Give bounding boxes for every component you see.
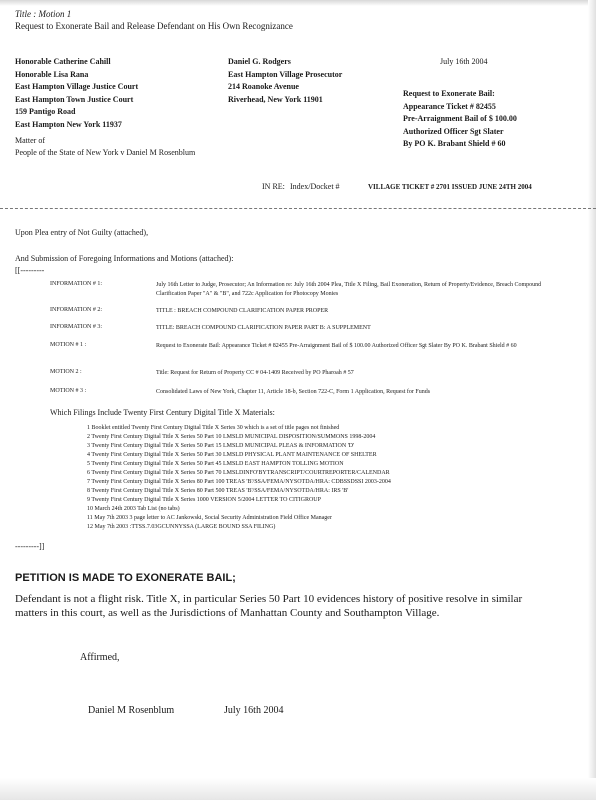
submission-text: And Submission of Foregoing Informations and Motions (attached): xyxy=(15,254,234,263)
attachment-item: 10 March 24th 2003 Tab List (no tabs) xyxy=(87,506,180,512)
filing-description: July 16th Letter to Judge, Prosecutor; An Information re: July 16th 2004 Plea, Title X Filing, Bail Exoneration, Return of Property/Evidence, Breach Compound Clarification Paper "A" & "B", and 722c Application for Photocopy Monies xyxy=(156,282,542,297)
filing-label: INFORMATION # 3: xyxy=(50,324,103,330)
scan-shadow-right xyxy=(588,0,596,800)
prosecutor-block xyxy=(228,56,342,106)
attachment-item: 2 Twenty First Century Digital Title X Series 50 Part 10 LMSLD MUNICIPAL DISPOSITION/SUMMONS 1998-2004 xyxy=(87,434,376,440)
prosecutor-line: 214 Roanoke Avenue xyxy=(228,82,299,92)
attachment-item: 12 May 7th 2003 :TTSS.7.03GCUNNYSSA (LARGE BOUND SSA FILING) xyxy=(87,524,276,530)
signature-name: Daniel M Rosenblum xyxy=(88,705,175,716)
prosecutor-line: Daniel G. Rodgers xyxy=(228,57,291,66)
recipients-block xyxy=(15,56,138,132)
in-re-label: IN RE: xyxy=(262,182,285,191)
filing-description: Title: Request for Return of Property CC # 04-1409 Received by PO Pharoah # 57 xyxy=(156,370,354,376)
request-line: Pre-Arraignment Bail of $ 100.00 xyxy=(403,114,517,124)
affirmed-text: Affirmed, xyxy=(80,652,120,663)
request-line: Authorized Officer Sgt Slater xyxy=(403,126,504,136)
attachment-item: 11 May 7th 2003 3 page letter to AC Jankowski, Social Security Administration Field Office Manager xyxy=(87,515,332,521)
filings-heading: Which Filings Include Twenty First Century Digital Title X Materials: xyxy=(50,408,275,417)
recipient-line: Honorable Lisa Rana xyxy=(15,69,89,79)
request-line: Request to Exonerate Bail: xyxy=(403,89,495,98)
filing-label: INFORMATION # 2: xyxy=(50,307,103,313)
recipient-line: Honorable Catherine Cahill xyxy=(15,57,111,66)
filing-label: MOTION # 3 : xyxy=(50,388,87,394)
recipient-line: East Hampton Town Justice Court xyxy=(15,94,134,104)
recipient-line: East Hampton Village Justice Court xyxy=(15,82,139,92)
village-ticket: VILLAGE TICKET # 2701 ISSUED JUNE 24TH 2004 xyxy=(368,183,532,191)
recipient-line: East Hampton New York 11937 xyxy=(15,119,122,129)
document-title-label: Title : Motion 1 xyxy=(15,9,72,19)
plea-text: Upon Plea entry of Not Guilty (attached), xyxy=(15,228,149,237)
bracket-close: ---------]] xyxy=(15,542,45,551)
attachment-item: 1 Booklet entitled Twenty First Century Digital Title X Series 30 which is a set of title pages not finished xyxy=(87,425,340,431)
attachment-item: 8 Twenty First Century Digital Title X Series 80 Part 500 TREAS 'B'/SSA/FEMA/NYSOTDA/HRA: IRS 'B' xyxy=(87,488,349,494)
scan-shadow-bottom xyxy=(0,778,596,800)
attachments-list xyxy=(87,424,391,532)
filing-label: MOTION 2 : xyxy=(50,369,82,375)
attachment-item: 4 Twenty First Century Digital Title X Series 50 Part 30 LMSLD PHYSICAL PLANT MAINTENANCE OF SHELTER xyxy=(87,452,377,458)
request-line: Appearance Ticket # 82455 xyxy=(403,101,496,111)
document-subtitle: Request to Exonerate Bail and Release Defendant on His Own Recognizance xyxy=(15,21,293,31)
prosecutor-line: Riverhead, New York 11901 xyxy=(228,94,323,104)
divider-dashed xyxy=(0,208,596,209)
matter-label: Matter of xyxy=(15,136,45,145)
attachment-item: 6 Twenty First Century Digital Title X Series 50 Part 70 LMSLDINFO'BYTRANSCRIPT/COURTREPORTER/CALENDAR xyxy=(87,470,390,476)
filing-description: Consolidated Laws of New York, Chapter 11, Article 18-b, Section 722-C, Form 1 Application, Request for Funds xyxy=(156,389,431,395)
signature-date: July 16th 2004 xyxy=(224,705,284,716)
attachment-item: 7 Twenty First Century Digital Title X Series 80 Part 100 TREAS 'B'/SSA/FEMA/NYSOTDA/HRA: CDBSSDSSI 2003-2004 xyxy=(87,479,391,485)
filing-description: Request to Exonerate Bail: Appearance Ticket # 82455 Pre-Arraignment Bail of $ 100.00 Authorized Officer Sgt Slater By PO K. Brabant Shield # 60 xyxy=(156,343,517,349)
recipient-line: 159 Pantigo Road xyxy=(15,107,76,117)
request-block xyxy=(403,88,517,151)
filing-label: MOTION # 1 : xyxy=(50,342,87,348)
petition-body: Defendant is not a flight risk. Title X, in particular Series 50 Part 10 evidences history of positive resolve in similar matters in this court, as well as the Jurisdictions of Manhattan County and Southampton Village. xyxy=(15,593,523,619)
filing-label: INFORMATION # 1: xyxy=(50,281,103,287)
index-docket-label: Index/Docket # xyxy=(290,182,340,191)
bracket-open: [[--------- xyxy=(15,266,45,275)
petition-heading: PETITION IS MADE TO EXONERATE BAIL; xyxy=(15,572,236,584)
filing-description: TITLE : BREACH COMPOUND CLARIFICATION PAPER PROPER xyxy=(156,308,329,314)
attachment-item: 3 Twenty First Century Digital Title X Series 50 Part 15 LMSLD MUNICIPAL PLEAS & INFORMATION 'D' xyxy=(87,443,355,449)
attachment-item: 5 Twenty First Century Digital Title X Series 50 Part 45 LMSLD EAST HAMPTON TOLLING MOTION xyxy=(87,461,344,467)
request-line: By PO K. Brabant Shield # 60 xyxy=(403,139,506,149)
attachment-item: 9 Twenty First Century Digital Title X Series 1000 VERSION 5/2004 LETTER TO CITIGROUP xyxy=(87,497,321,503)
filing-description: TITLE: BREACH COMPOUND CLARIFICATION PAPER PART B: A SUPPLEMENT xyxy=(156,325,371,331)
matter-caption: People of the State of New York v Daniel M Rosenblum xyxy=(15,148,196,157)
date-top: July 16th 2004 xyxy=(440,57,488,66)
prosecutor-line: East Hampton Village Prosecutor xyxy=(228,69,343,79)
scan-shadow-top xyxy=(0,0,596,6)
